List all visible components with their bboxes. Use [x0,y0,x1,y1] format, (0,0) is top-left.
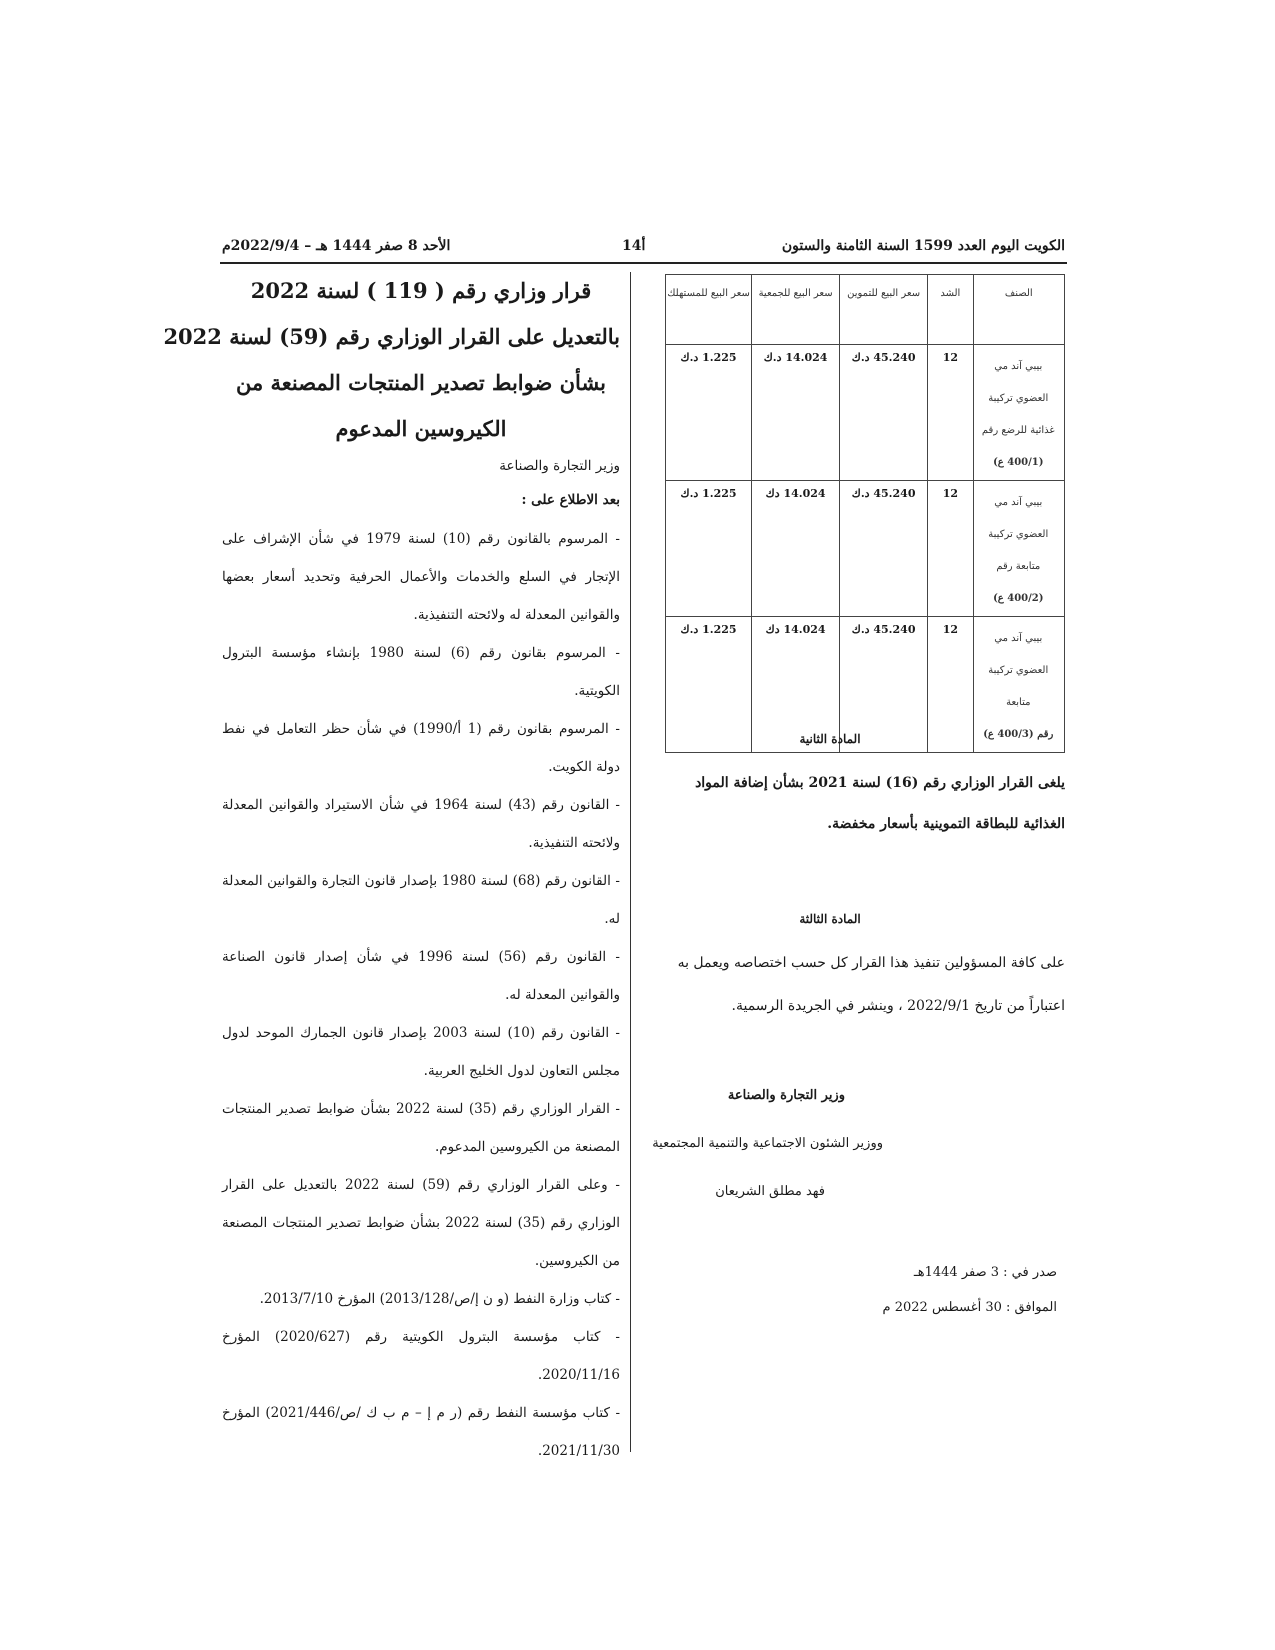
article-3-title: المادة الثالثة [799,912,861,926]
preamble-item: - القانون رقم (56) لسنة 1996 في شأن إصدار قانون الصناعة والقوانين المعدلة له. [222,949,620,1003]
header-divider [220,262,1067,264]
table-cell-price-consumer: 1.225 د.ك [666,345,752,481]
table-cell-price-supply: 45.240 د.ك [840,345,928,481]
article-3-line-1: على كافة المسؤولين تنفيذ هذا القرار كل حسب اختصاصه ويعمل به [677,955,1065,971]
item-line: متابعة [1006,697,1031,708]
table-header-qty: الشد [928,275,973,345]
item-line: بيبي آند مي [994,361,1043,372]
article-3-line-2: اعتباراً من تاريخ 2022/9/1 ، وينشر في الجريدة الرسمية. [731,998,1065,1014]
decree-subtitle-1: بالتعديل على القرار الوزاري رقم (59) لسنة 2022 [163,324,620,349]
after-review-line: بعد الاطلاع على : [521,492,620,508]
table-cell-price-consumer: 1.225 د.ك [666,617,752,753]
issued-date: صدر في : 3 صفر 1444هـ [913,1265,1057,1280]
preamble-item: - وعلى القرار الوزاري رقم (59) لسنة 2022 بالتعديل على القرار الوزاري رقم (35) لسنة 2022 بشأن ضوابط تصدير المنتجات المصنعة من الكيروسين. [222,1177,620,1269]
table-cell-price-supply: 45.240 د.ك [840,481,928,617]
table-cell-price-coop: 14.024 دك [752,481,840,617]
item-line: رقم (400/3 ع) [983,729,1054,740]
item-line: متابعة رقم [996,561,1041,572]
preamble-item: - كتاب مؤسسة البترول الكويتية رقم (2020/627) المؤرخ 2020/11/16. [222,1329,620,1383]
header-gazette-info: الكويت اليوم العدد 1599 السنة الثامنة والستون [781,238,1065,254]
preamble-item: - المرسوم بالقانون رقم (10) لسنة 1979 في شأن الإشراف على الإتجار في السلع والخدمات والأعمال الحرفية وتحديد أسعار بعضها والقوانين المعدلة له ولائحته التنفيذية. [222,531,620,623]
decree-title: قرار وزاري رقم ( 119 ) لسنة 2022 [250,278,592,303]
table-cell-qty: 12 [928,481,973,617]
item-line: (400/2 ع) [993,593,1044,604]
item-line: (400/1 ع) [993,457,1044,468]
minister-line: وزير التجارة والصناعة [499,458,620,474]
table-row [666,345,1065,481]
preamble-item: - كتاب وزارة النفط (و ن إ/ص/2013/128) المؤرخ 2013/7/10. [259,1291,620,1307]
item-line: غذائية للرضع رقم [981,425,1055,436]
header-page-number: 14أ [622,238,646,254]
products-price-table [665,274,1065,753]
item-line: العضوي تركيبة [988,529,1049,540]
preamble-item: - كتاب مؤسسة النفط رقم (ر م إ – م ب ك /ص/2021/446) المؤرخ 2021/11/30. [222,1405,621,1459]
preamble-item: - القانون رقم (68) لسنة 1980 بإصدار قانون التجارة والقوانين المعدلة له. [222,873,620,927]
table-header-row [666,275,1065,345]
item-line: العضوي تركيبة [988,393,1049,404]
table-header-price-consumer: سعر البيع للمستهلك [666,275,752,345]
table-cell-item [973,345,1064,481]
table-cell-item [973,617,1064,753]
table-cell-price-coop: 14.024 د.ك [752,345,840,481]
decree-subtitle-3: الكيروسين المدعوم [335,416,507,441]
preamble-item: - القانون رقم (43) لسنة 1964 في شأن الاستيراد والقوانين المعدلة ولائحته التنفيذية. [222,797,620,851]
preamble-list [222,520,620,1470]
preamble-item: - القانون رقم (10) لسنة 2003 بإصدار قانون الجمارك الموحد لدول مجلس التعاون لدول الخليج العربية. [222,1025,620,1079]
table-cell-qty: 12 [928,617,973,753]
signatory-title-1: وزير التجارة والصناعة [727,1088,845,1103]
article-2-title: المادة الثانية [799,732,861,746]
decree-subtitle-2: بشأن ضوابط تصدير المنتجات المصنعة من [235,370,607,395]
table-header-price-supply: سعر البيع للتموين [840,275,928,345]
signatory-title-2: ووزير الشئون الاجتماعية والتنمية المجتمعية [652,1136,883,1151]
column-divider [630,272,631,1452]
item-line: بيبي آند مي [994,497,1043,508]
header-date: الأحد 8 صفر 1444 هـ – 2022/9/4م [222,238,451,254]
item-line: بيبي آند مي [994,633,1043,644]
table-cell-qty: 12 [928,345,973,481]
item-line: العضوي تركيبة [988,665,1049,676]
table-cell-price-supply: 45.240 د.ك [840,617,928,753]
table-cell-item [973,481,1064,617]
article-2-line-2: الغذائية للبطاقة التموينية بأسعار مخفضة. [827,816,1065,832]
gregorian-date: الموافق : 30 أغسطس 2022 م [882,1300,1057,1315]
table-cell-price-consumer: 1.225 د.ك [666,481,752,617]
preamble-item: - المرسوم بقانون رقم (6) لسنة 1980 بإنشاء مؤسسة البترول الكويتية. [222,645,620,699]
preamble-item: - القرار الوزاري رقم (35) لسنة 2022 بشأن ضوابط تصدير المنتجات المصنعة من الكيروسين المدعوم. [222,1101,620,1155]
article-2-line-1: يلغى القرار الوزاري رقم (16) لسنة 2021 بشأن إضافة المواد [695,775,1065,791]
table-cell-price-coop: 14.024 دك [752,617,840,753]
table-header-item: الصنف [973,275,1064,345]
signatory-name: فهد مطلق الشريعان [715,1184,825,1199]
table-row [666,481,1065,617]
preamble-item: - المرسوم بقانون رقم (1 أ/1990) في شأن حظر التعامل في نفط دولة الكويت. [222,721,620,775]
table-header-price-coop: سعر البيع للجمعية [752,275,840,345]
